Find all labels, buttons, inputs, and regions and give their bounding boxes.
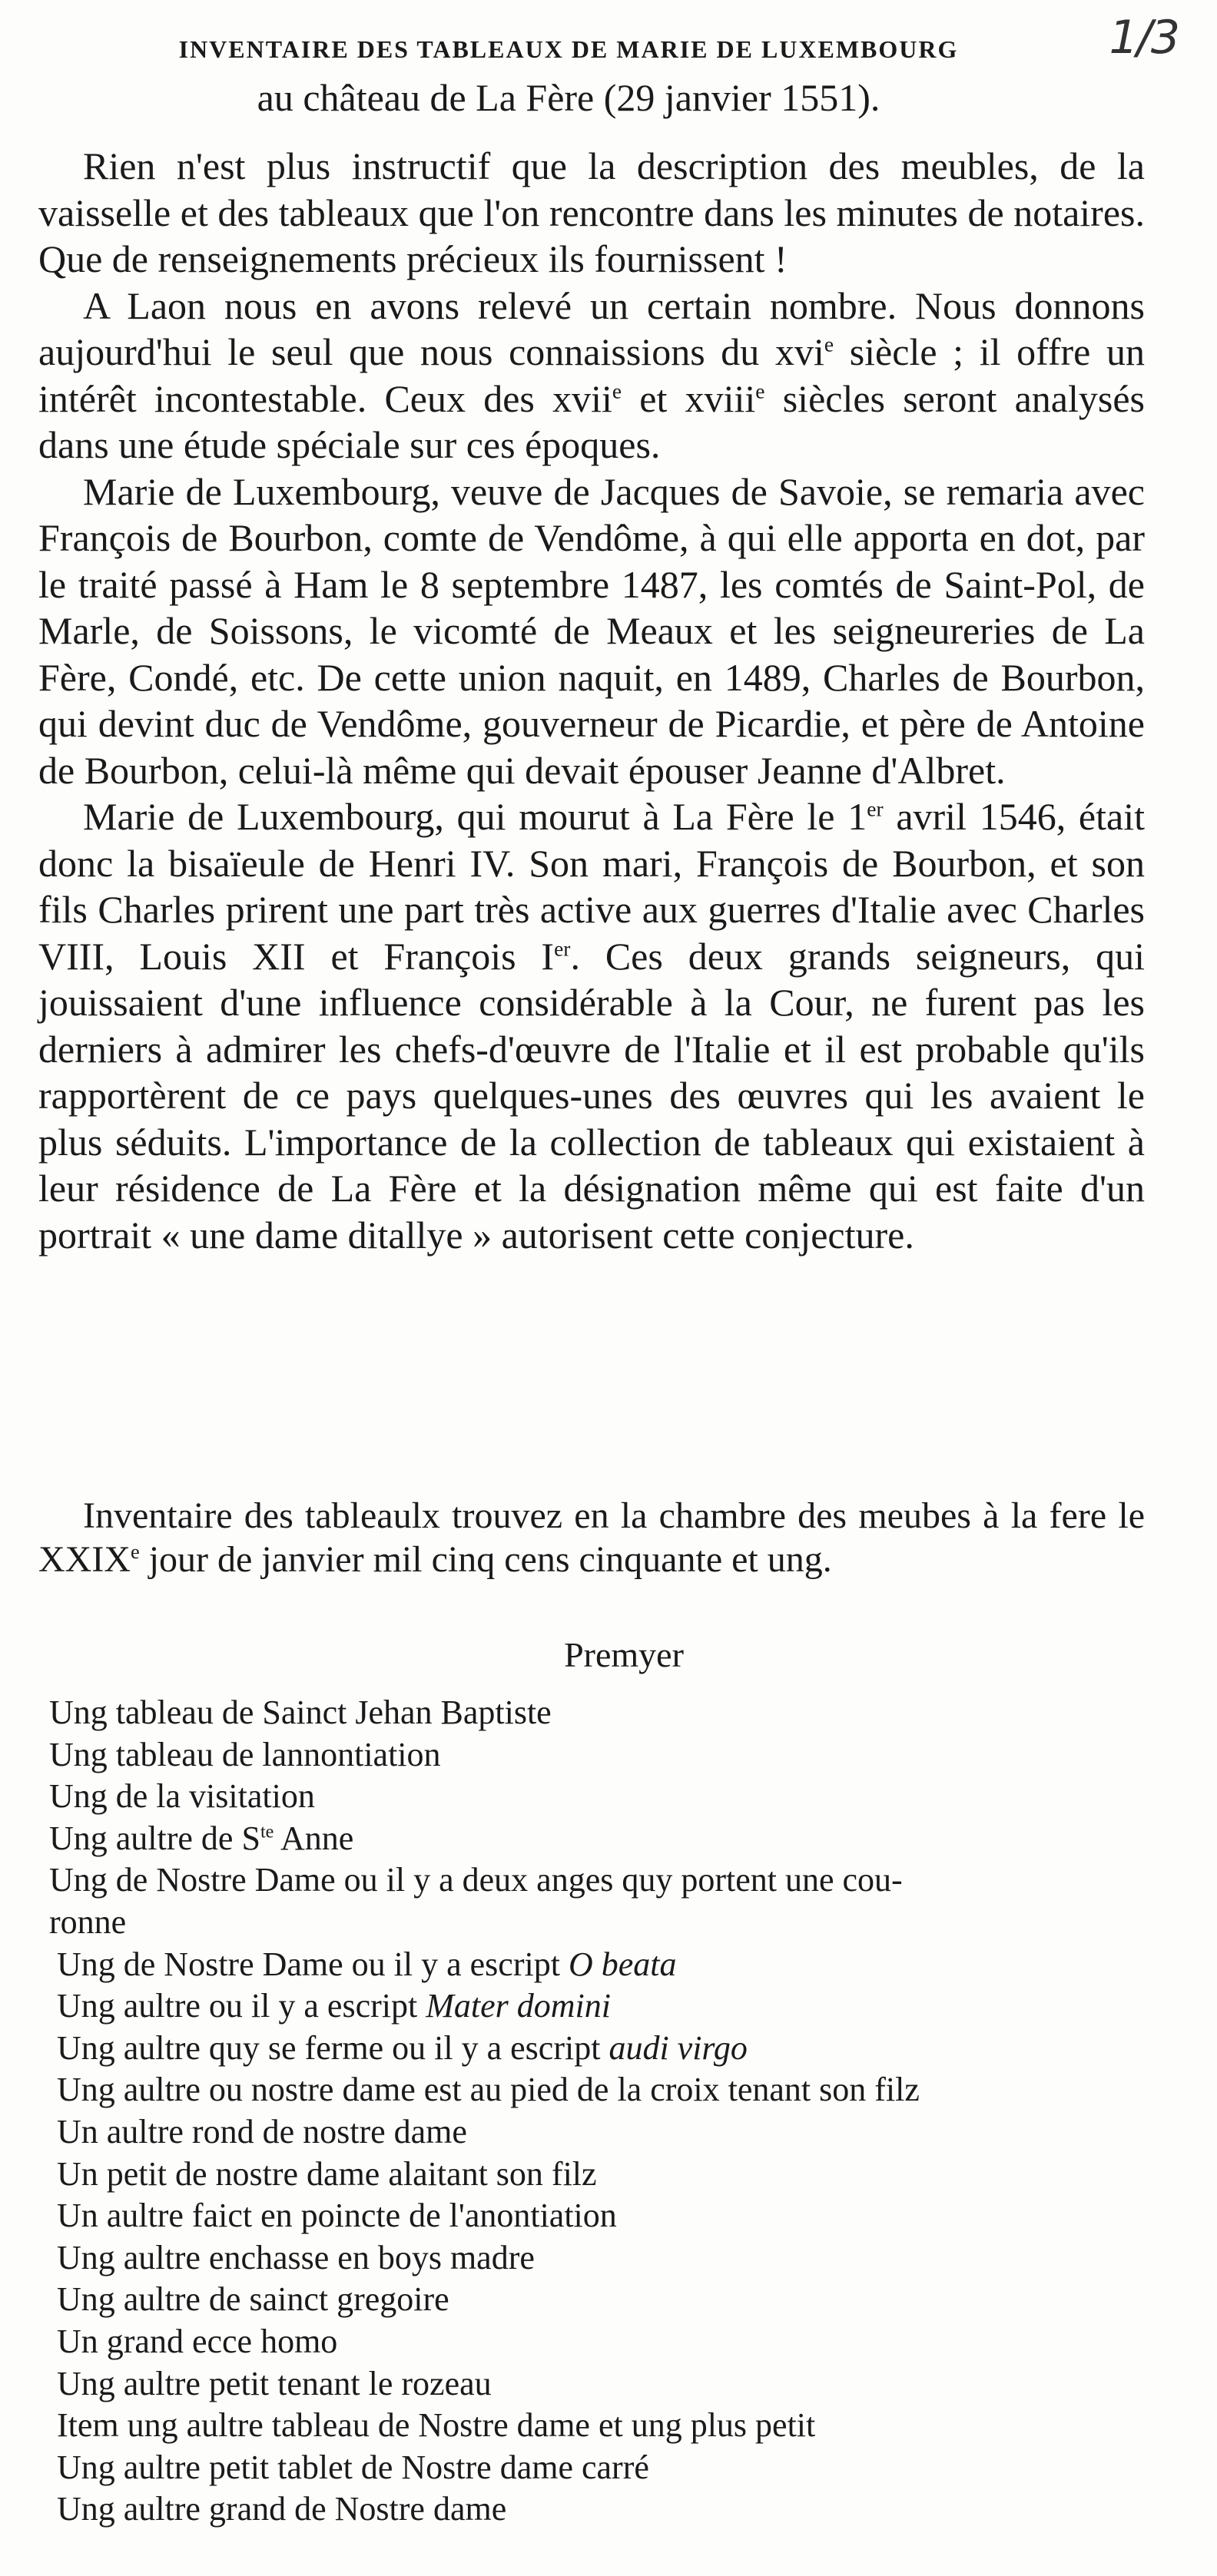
list-item: Ung aultre ou nostre dame est au pied de la croix tenant son filz xyxy=(57,2071,920,2109)
superscript: e xyxy=(824,332,834,356)
list-item xyxy=(49,2028,1140,2070)
page-number-annotation: 1/3 xyxy=(1109,11,1179,65)
paragraph-2-part-c: et xviii xyxy=(622,376,756,420)
document-subtitle: au château de La Fère (29 janvier 1551). xyxy=(257,76,880,119)
inventory-intro-part-a: Inventaire des tableaulx trouvez en la chambre des meubes à la fere le XXIX xyxy=(38,1495,1145,1580)
list-item-continuation: ronne xyxy=(49,1902,127,1941)
list-item xyxy=(49,1985,1140,2028)
paragraph-4-part-c: . Ces deux grands seigneurs, qui jouissaient d'une influence considérable à la Cour, ne furent pas les derniers à admirer les chefs-d'œuvre de l'Italie et il est probable qu'ils rapportèrent de ce pays quelques-unes des œuvres qui les avaient le plus séduits. L'importance de la collection de tableaux qui existaient à leur résidence de La Fère et la désignation même qui est faite d'un portrait « une dame ditallye » autorisent cette conjecture. xyxy=(38,934,1145,1257)
paragraph-2-part-b: siècle ; il offre un intérêt incontestable. Ceux des xvii xyxy=(38,330,1145,420)
introduction-text xyxy=(38,143,1145,1258)
inventory-intro-part-b: jour de janvier mil cinq cens cinquante et ung. xyxy=(139,1539,832,1580)
superscript: e xyxy=(130,1540,140,1563)
list-item-text: Ung aultre ou il y a escript xyxy=(57,1987,426,2025)
list-item: Un aultre faict en poincte de l'anontiation xyxy=(57,2197,617,2235)
paragraph-4 xyxy=(38,793,1145,1258)
list-item: Ung aultre de sainct gregoire xyxy=(57,2280,449,2319)
list-item: Ung aultre petit tenant le rozeau xyxy=(57,2364,492,2402)
superscript: er xyxy=(867,796,884,821)
list-item: Un petit de nostre dame alaitant son filz xyxy=(57,2154,597,2193)
list-item-inscription: Mater domini xyxy=(426,1987,611,2025)
list-item-text: Ung de Nostre Dame ou il y a escript xyxy=(57,1945,569,1983)
superscript: e xyxy=(755,378,765,402)
list-item: Ung aultre petit tablet de Nostre dame carré xyxy=(57,2448,649,2486)
superscript: e xyxy=(612,378,622,402)
inventory-list xyxy=(49,1692,1140,2531)
document-title: INVENTAIRE DES TABLEAUX DE MARIE DE LUXEMBOURG xyxy=(178,35,959,63)
superscript: te xyxy=(260,1821,274,1843)
paragraph-3: Marie de Luxembourg, veuve de Jacques de Savoie, se remaria avec François de Bourbon, comte de Vendôme, à qui elle apporta en dot, par le traité passé à Ham le 8 septembre 1487, les comtés de Saint-Pol, de Marle, de Soissons, le vicomté de Meaux et les seigneureries de La Fère, Condé, etc. De cette union naquit, en 1489, Charles de Bourbon, qui devint duc de Vendôme, gouverneur de Picardie, et père de Antoine de Bourbon, celui-là même qui devait épouser Jeanne d'Albret. xyxy=(38,469,1145,792)
paragraph-4-part-b: avril 1546, était donc la bisaïeule de Henri IV. Son mari, François de Bourbon, et son fils Charles prirent une part très active aux guerres d'Italie avec Charles VIII, Louis XII et François I xyxy=(38,795,1145,978)
paragraph-2 xyxy=(38,283,1145,469)
list-item: Ung de Nostre Dame ou il y a deux anges quy portent une cou- xyxy=(49,1861,903,1899)
inventory-intro xyxy=(38,1494,1145,1581)
paragraph-2-part-d: siècles seront analysés dans une étude spéciale sur ces époques. xyxy=(38,376,1146,466)
list-item: Ung de la visitation xyxy=(49,1777,315,1816)
list-item-text: Ung aultre quy se ferme ou il y a escript xyxy=(57,2028,609,2067)
list-item xyxy=(49,1818,1140,1860)
list-item: Un grand ecce homo xyxy=(57,2322,338,2360)
paragraph-1: Rien n'est plus instructif que la description des meubles, de la vaisselle et des tableaux que l'on rencontre dans les minutes de notaires. Que de renseignements précieux ils fournissent ! xyxy=(38,144,1145,280)
list-item: Ung aultre enchasse en boys madre xyxy=(57,2238,535,2276)
superscript: er xyxy=(554,935,571,960)
list-item: Ung aultre grand de Nostre dame xyxy=(57,2490,507,2528)
list-item xyxy=(49,1944,1140,1986)
list-item: Un aultre rond de nostre dame xyxy=(57,2112,467,2151)
list-item-inscription: audi virgo xyxy=(608,2028,748,2067)
list-item-text: Anne xyxy=(274,1819,354,1857)
list-item: Ung tableau de lannontiation xyxy=(49,1735,441,1773)
list-item-inscription: O beata xyxy=(568,1945,677,1983)
paragraph-4-part-a: Marie de Luxembourg, qui mourut à La Fère le 1 xyxy=(83,795,867,838)
list-item: Ung tableau de Sainct Jehan Baptiste xyxy=(49,1694,552,1731)
paragraph-2-part-a: A Laon nous en avons relevé un certain nombre. Nous donnons aujourd'hui le seul que nous connaissions du xvi xyxy=(38,283,1145,373)
list-item: Item ung aultre tableau de Nostre dame et ung plus petit xyxy=(57,2406,816,2445)
section-heading: Premyer xyxy=(564,1635,684,1674)
list-item-text: Ung aultre de S xyxy=(49,1819,260,1857)
